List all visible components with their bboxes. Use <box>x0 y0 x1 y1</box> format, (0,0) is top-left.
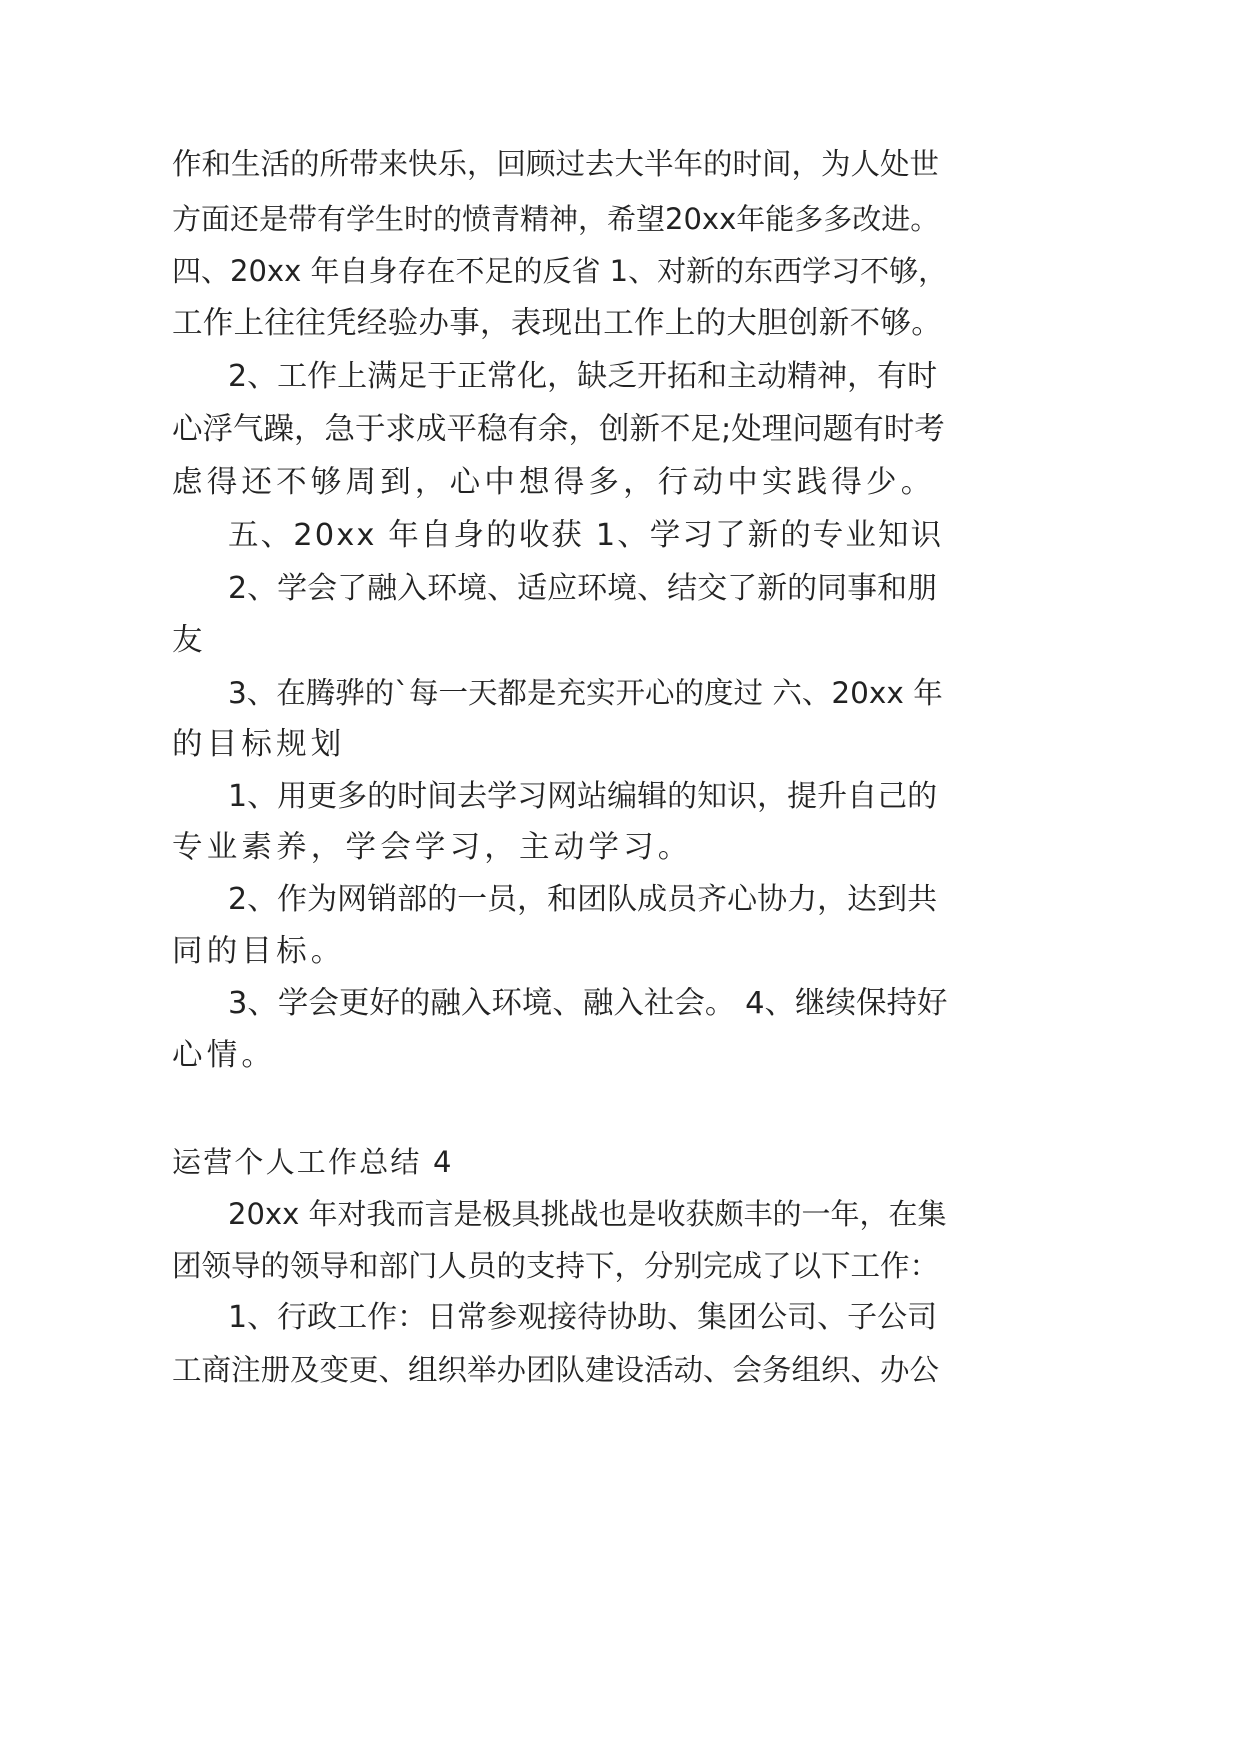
section-title: 运营个人工作总结 4 <box>172 1145 454 1179</box>
body-line: 3、在腾骅的`每一天都是充实开心的度过 六、20xx 年 <box>228 676 943 710</box>
body-line: 友 <box>172 623 207 658</box>
body-line: 2、工作上满足于正常化，缺乏开拓和主动精神，有时 <box>228 359 938 394</box>
body-line: 同的目标。 <box>172 934 346 969</box>
body-line: 2、学会了融入环境、适应环境、结交了新的同事和朋 <box>228 571 938 606</box>
body-line: 心浮气躁，急于求成平稳有余，创新不足;处理问题有时考 <box>172 412 945 447</box>
body-line: 3、学会更好的融入环境、融入社会。 4、继续保持好 <box>228 986 948 1021</box>
body-line: 四、20xx 年自身存在不足的反省 1、对新的东西学习不够， <box>172 254 948 288</box>
body-line: 1、行政工作：日常参观接待协助、集团公司、子公司 <box>228 1300 938 1335</box>
body-line: 专业素养，学会学习，主动学习。 <box>172 830 693 865</box>
body-line: 心情。 <box>172 1038 277 1073</box>
body-line: 1、用更多的时间去学习网站编辑的知识，提升自己的 <box>228 779 938 814</box>
body-line: 作和生活的所带来快乐，回顾过去大半年的时间，为人处世 <box>172 147 940 181</box>
body-line: 2、作为网销部的一员，和团队成员齐心协力，达到共 <box>228 882 938 917</box>
body-line: 方面还是带有学生时的愤青精神，希望20xx年能多多改进。 <box>172 202 940 236</box>
body-line: 工作上往往凭经验办事，表现出工作上的大胆创新不够。 <box>172 306 942 341</box>
body-line: 五、20xx 年自身的收获 1、学习了新的专业知识 <box>228 518 944 553</box>
body-line: 工商注册及变更、组织举办团队建设活动、会务组织、办公 <box>172 1353 940 1387</box>
body-line: 20xx 年对我而言是极具挑战也是收获颇丰的一年，在集 <box>228 1197 947 1231</box>
body-line: 团领导的领导和部门人员的支持下，分别完成了以下工作： <box>172 1249 940 1283</box>
body-line: 的目标规划 <box>172 727 346 762</box>
body-line: 虑得还不够周到，心中想得多，行动中实践得少。 <box>172 465 936 500</box>
